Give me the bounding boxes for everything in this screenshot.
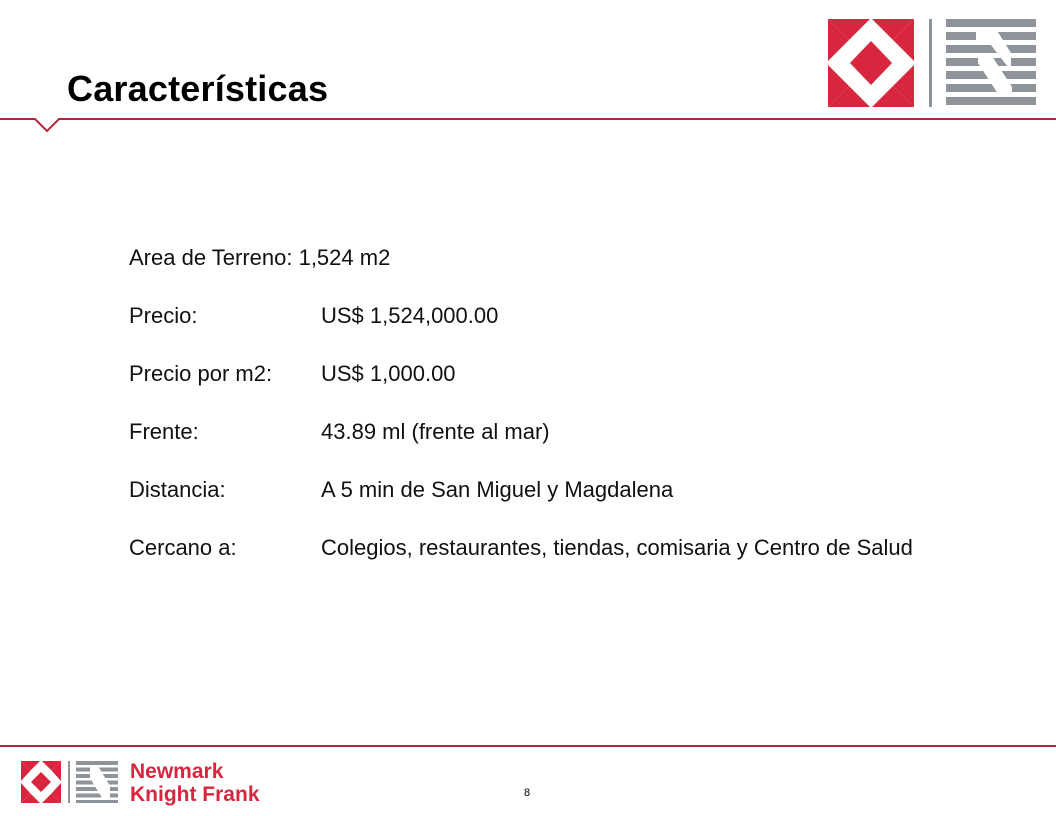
detail-value: US$ 1,524,000.00	[321, 303, 499, 328]
detail-label: Frente:	[129, 419, 199, 444]
detail-label: Precio:	[129, 303, 198, 328]
detail-value: A 5 min de San Miguel y Magdalena	[321, 477, 674, 502]
footer-divider	[0, 745, 1056, 747]
property-details	[129, 243, 913, 591]
detail-value: 43.89 ml (frente al mar)	[321, 419, 550, 444]
detail-row-price	[129, 301, 499, 359]
area-row	[129, 243, 390, 301]
area-text: Area de Terreno: 1,524 m2	[129, 245, 391, 270]
footer-brand-name	[130, 760, 260, 806]
detail-row-frontage	[129, 417, 550, 475]
detail-label: Distancia:	[129, 477, 226, 502]
page-title: Características	[67, 68, 329, 109]
header-divider	[0, 112, 1056, 136]
detail-value: Colegios, restaurantes, tiendas, comisaria y Centro de Salud	[321, 535, 913, 560]
detail-value: US$ 1,000.00	[321, 361, 456, 386]
detail-row-price-per-m2	[129, 359, 456, 417]
detail-row-distance	[129, 475, 674, 533]
brand-line-2: Knight Frank	[130, 783, 260, 806]
detail-row-nearby	[129, 533, 913, 591]
detail-label: Precio por m2:	[129, 361, 273, 386]
footer-logo-mark	[20, 760, 120, 804]
page-number: 8	[524, 787, 531, 799]
newmark-knight-frank-logo	[826, 17, 1038, 109]
brand-line-1: Newmark	[130, 760, 224, 783]
detail-label: Cercano a:	[129, 535, 237, 560]
